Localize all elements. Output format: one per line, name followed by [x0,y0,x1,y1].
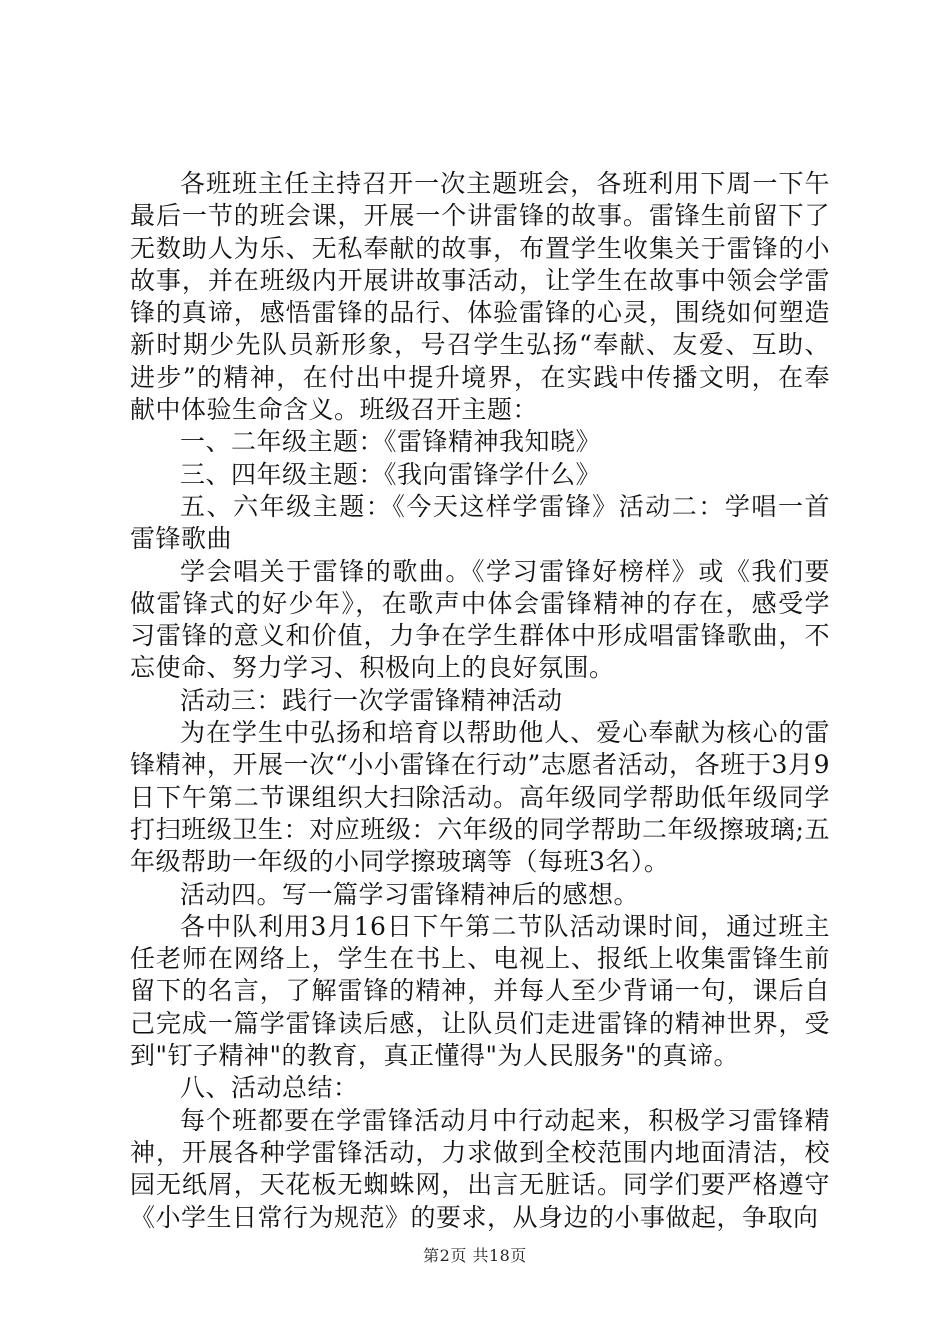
paragraph-class-meeting: 各班班主任主持召开一次主题班会，各班利用下周一下午最后一节的班会课，开展一个讲雷锋的故事。雷锋生前留下了无数助人为乐、无私奉献的故事，布置学生收集关于雷锋的小故事，并在班级内开展讲故事活动，让学生在故事中领会学雷锋的真谛，感悟雷锋的品行、体验雷锋的心灵，围绕如何塑造新时期少先队员新形象，号召学生弘扬“奉献、友爱、互助、进步”的精神，在付出中提升境界，在实践中传播文明，在奉献中体验生命含义。班级召开主题： [130,169,830,425]
paragraph-grade-5-6-theme: 五、六年级主题：《今天这样学雷锋》活动二：学唱一首雷锋歌曲 [130,491,830,554]
paragraph-volunteer-activity: 为在学生中弘扬和培育以帮助他人、爱心奉献为核心的雷锋精神，开展一次“小小雷锋在行动”志愿者活动，各班于3月9日下午第二节课组织大扫除活动。高年级同学帮助低年级同学打扫班级卫生：对应班级：六年级的同学帮助二年级擦玻璃;五年级帮助一年级的小同学擦玻璃等（每班3名）。 [130,718,830,877]
paragraph-activity-four-heading: 活动四。写一篇学习雷锋精神后的感想。 [180,879,640,909]
paragraph-summary-heading: 八、活动总结： [180,1073,359,1103]
paragraph-summary-body: 每个班都要在学雷锋活动月中行动起来，积极学习雷锋精神，开展各种学雷锋活动，力求做到全校范围内地面清洁，校园无纸屑，天花板无蜘蛛网，出言无脏话。同学们要严格遵守《小学生日常行为规范》的要求，从身边的小事做起，争取向 [130,1105,830,1232]
page-number-footer: 第2页 共18页 [423,1246,527,1265]
paragraph-reflection-task: 各中队利用3月16日下午第二节队活动课时间，通过班主任老师在网络上，学生在书上、电视上、报纸上收集雷锋生前留下的名言，了解雷锋的精神，并每人至少背诵一句，课后自己完成一篇学雷锋读后感，让队员们走进雷锋的精神世界，受到"钉子精神"的教育，真正懂得"为人民服务"的真谛。 [130,911,830,1071]
paragraph-grade-1-2-theme: 一、二年级主题：《雷锋精神我知晓》 [180,427,602,457]
paragraph-activity-three-heading: 活动三：践行一次学雷锋精神活动 [180,685,563,715]
paragraph-grade-3-4-theme: 三、四年级主题：《我向雷锋学什么》 [180,459,602,489]
document-body [130,168,830,1234]
paragraph-learn-songs: 学会唱关于雷锋的歌曲。《学习雷锋好榜样》或《我们要做雷锋式的好少年》，在歌声中体会雷锋精神的存在，感受学习雷锋的意义和价值，力争在学生群体中形成唱雷锋歌曲，不忘使命、努力学习、积极向上的良好氛围。 [130,556,830,683]
